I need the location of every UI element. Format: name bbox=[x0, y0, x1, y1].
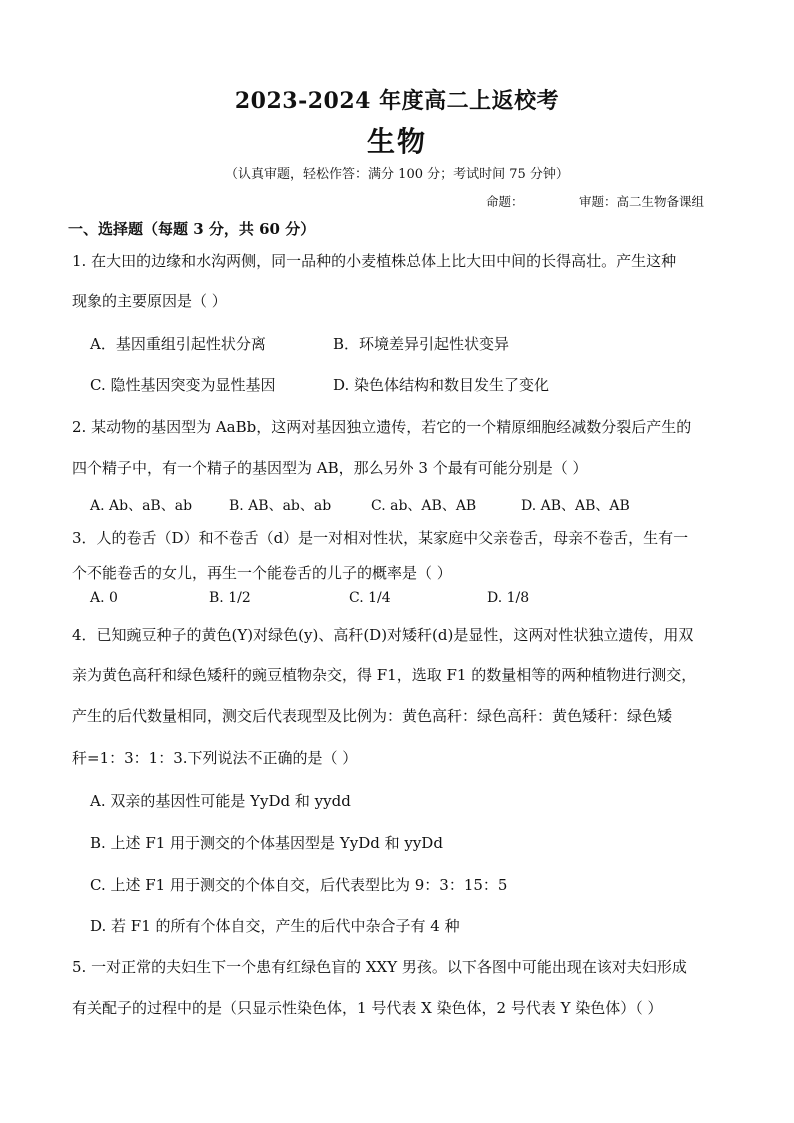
option-d: D. 1/8 bbox=[487, 590, 530, 606]
reviewer-label: 审题：高二生物备课组 bbox=[579, 194, 705, 209]
question-text-line: 亲为黄色高秆和绿色矮秆的豌豆植物杂交，得 F1，选取 F1 的数量相等的两种植物进行测交， bbox=[72, 666, 697, 684]
exam-instructions: （认真审题，轻松作答：满分 100 分；考试时间 75 分钟） bbox=[225, 167, 569, 182]
option-b: B. 1/2 bbox=[209, 590, 251, 606]
section-heading: 一、选择题（每题 3 分，共 60 分） bbox=[68, 220, 316, 238]
question-text-line: 现象的主要原因是（ ） bbox=[72, 292, 227, 310]
option-c: C. 隐性基因突变为显性基因 bbox=[90, 376, 276, 394]
question-text-line: 2. 某动物的基因型为 AaBb，这两对基因独立遗传，若它的一个精原细胞经减数分裂后产生的 bbox=[72, 418, 692, 436]
question-text-line: 5. 一对正常的夫妇生下一个患有红绿色盲的 XXY 男孩。以下各图中可能出现在该对夫妇形成 bbox=[72, 958, 687, 976]
option-c: C. 上述 F1 用于测交的个体自交，后代表型比为 9：3：15：5 bbox=[90, 876, 508, 894]
question-text-line: 1. 在大田的边缘和水沟两侧，同一品种的小麦植株总体上比大田中间的长得高壮。产生这种 bbox=[72, 252, 677, 270]
option-a: A. Ab、aB、ab bbox=[90, 498, 193, 514]
option-c: C. ab、AB、AB bbox=[371, 498, 477, 514]
question-text-line: 4．已知豌豆种子的黄色(Y)对绿色(y)、高秆(D)对矮秆(d)是显性，这两对性状独立遗传，用双 bbox=[72, 626, 694, 644]
question-text-line: 个不能卷舌的女儿，再生一个能卷舌的儿子的概率是（ ） bbox=[72, 564, 452, 582]
option-b: B. AB、ab、ab bbox=[229, 498, 332, 514]
option-d: D. AB、AB、AB bbox=[521, 498, 630, 514]
option-b: B．环境差异引起性状变异 bbox=[333, 335, 510, 353]
option-b: B. 上述 F1 用于测交的个体基因型是 YyDd 和 yyDd bbox=[90, 834, 443, 852]
option-c: C. 1/4 bbox=[349, 590, 391, 606]
question-text-line: 有关配子的过程中的是（只显示性染色体，1 号代表 X 染色体，2 号代表 Y 染色体）（ ） bbox=[72, 999, 663, 1017]
option-a: A．基因重组引起性状分离 bbox=[90, 335, 266, 353]
question-text-line: 3．人的卷舌（D）和不卷舌（d）是一对相对性状，某家庭中父亲卷舌，母亲不卷舌，生有一 bbox=[72, 529, 689, 547]
question-text-line: 秆=1：3：1：3.下列说法不正确的是（ ） bbox=[72, 749, 358, 767]
option-a: A. 双亲的基因性可能是 YyDd 和 yydd bbox=[90, 792, 351, 810]
exam-subject: 生物 bbox=[366, 125, 427, 158]
question-text-line: 四个精子中，有一个精子的基因型为 AB，那么另外 3 个最有可能分别是（ ） bbox=[72, 459, 588, 477]
exam-title: 2023-2024 年度高二上返校考 bbox=[234, 88, 560, 114]
option-d: D. 若 F1 的所有个体自交，产生的后代中杂合子有 4 种 bbox=[90, 917, 460, 935]
option-a: A. 0 bbox=[90, 590, 118, 606]
option-d: D. 染色体结构和数目发生了变化 bbox=[333, 376, 550, 394]
question-text-line: 产生的后代数量相同，测交后代表现型及比例为：黄色高秆：绿色高秆：黄色矮秆：绿色矮 bbox=[72, 707, 673, 725]
author-label: 命题： bbox=[486, 194, 524, 209]
